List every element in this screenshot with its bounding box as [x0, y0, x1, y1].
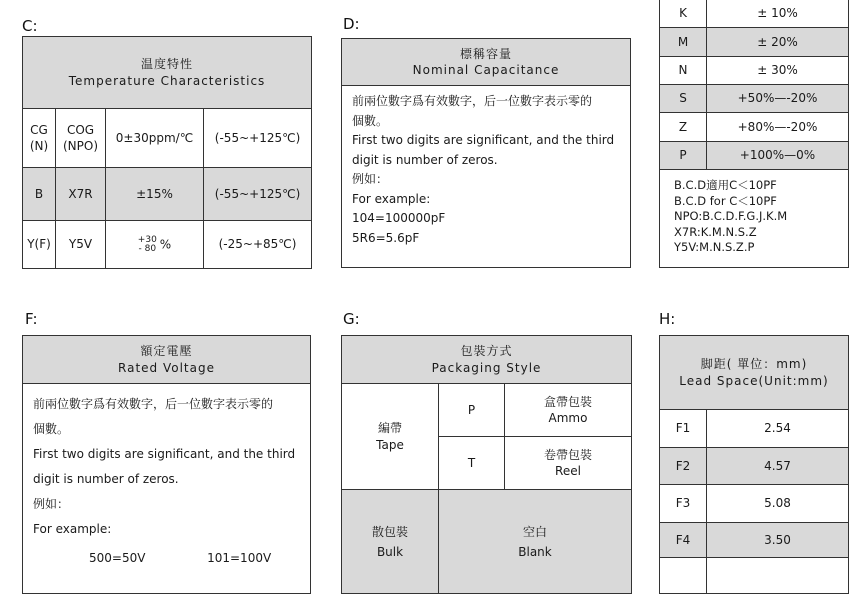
example-line: 5R6=5.6pF [352, 230, 420, 245]
value-cell: 3.50 [707, 523, 849, 558]
value-cell: +80%—-20% [707, 113, 849, 142]
code-cell: F4 [660, 523, 707, 558]
table-header [660, 336, 849, 410]
temperature-characteristics-table [22, 36, 312, 269]
range-cell: (-25~+85℃) [204, 221, 312, 269]
notes-cell [660, 170, 849, 268]
table-header [23, 37, 312, 109]
value-cell: ± 30% [707, 57, 849, 85]
code-cell [660, 558, 707, 594]
value-cell: ± 20% [707, 28, 849, 57]
description-cell [342, 86, 631, 268]
table-row [660, 523, 849, 558]
tolerance-minus: - 80 [138, 243, 157, 254]
code-cell: F1 [660, 410, 707, 448]
table-row [660, 142, 849, 170]
description-line: For example: [352, 191, 431, 206]
table-row [342, 490, 632, 594]
description-cell [23, 384, 311, 594]
tolerance-plus: +30 [137, 234, 157, 245]
value-cell [707, 558, 849, 594]
code-cell: Z [660, 113, 707, 142]
nominal-capacitance-table [341, 38, 631, 268]
description-line: 例如： [33, 497, 70, 511]
ammo-code-cell: P [439, 384, 505, 437]
dielectric-cell: COG (NPO) [56, 109, 106, 168]
table-row [660, 0, 849, 28]
header-zh: 標稱容量 [459, 46, 512, 61]
note-line: B.C.D for C＜10PF [674, 193, 777, 208]
section-label-h: H: [659, 310, 676, 328]
description-line: digit is number of zeros. [33, 472, 179, 486]
section-label-c: C: [22, 17, 38, 35]
header-en: Rated Voltage [118, 360, 215, 375]
note-line: NPO:B.C.D.F.G.J.K.M [674, 209, 788, 224]
value-cell: +50%—-20% [707, 85, 849, 113]
description-line: 前兩位數字爲有效數字，后一位數字表示零的 [352, 94, 593, 108]
table-header [23, 336, 311, 384]
table-row [23, 221, 312, 269]
header-en: Nominal Capacitance [412, 63, 560, 77]
value-cell: 2.54 [707, 410, 849, 448]
example-line: 104=100000pF [352, 211, 446, 225]
description-line: 例如： [352, 172, 389, 186]
description-line: digit is number of zeros. [352, 152, 498, 167]
table-row [660, 485, 849, 523]
value-cell: 5.08 [707, 485, 849, 523]
packaging-style-table [341, 335, 632, 594]
range-cell: (-55~+125℃) [204, 109, 312, 168]
section-label-d: D: [343, 15, 360, 33]
blank-cell: 空白 Blank [439, 490, 632, 594]
header-en: Lead Space(Unit:mm) [679, 373, 829, 388]
ammo-cell: 盒帶包裝 Ammo [505, 384, 632, 437]
code-cell: M [660, 28, 707, 57]
reel-code-cell: T [439, 437, 505, 490]
code-cell: K [660, 0, 707, 28]
example-b: 101=100V [207, 551, 272, 565]
table-row [342, 384, 632, 437]
range-cell: (-55~+125℃) [204, 168, 312, 221]
note-line: B.C.D適用C＜10PF [674, 178, 777, 192]
header-en: Temperature Characteristics [68, 73, 266, 88]
note-line: X7R:K.M.N.S.Z [674, 224, 757, 239]
coefficient-cell [106, 221, 204, 269]
dielectric-cell: Y5V [56, 221, 106, 269]
section-label-f: F: [25, 310, 38, 328]
value-cell: ± 10% [707, 0, 849, 28]
code-cell: B [23, 168, 56, 221]
note-line: Y5V:M.N.S.Z.P [674, 240, 755, 255]
description-line: First two digits are significant, and the third [33, 447, 296, 461]
table-row [660, 558, 849, 594]
tolerance-table [659, 0, 849, 268]
table-header [342, 336, 632, 384]
code-cell: CG (N) [23, 109, 56, 168]
code-cell: Y(F) [23, 221, 56, 269]
coefficient-cell: 0±30ppm/℃ [106, 109, 204, 168]
code-cell: N [660, 57, 707, 85]
description-line: For example: [33, 522, 112, 536]
dielectric-cell: X7R [56, 168, 106, 221]
table-row [23, 168, 312, 221]
reel-cell: 卷帶包裝 Reel [505, 437, 632, 490]
coefficient-cell: ±15% [106, 168, 204, 221]
description-line: 前兩位數字爲有效數字，后一位數字表示零的 [33, 397, 274, 411]
lead-space-table [659, 335, 849, 594]
description-line: 個數。 [352, 113, 389, 128]
section-label-g: G: [343, 310, 360, 328]
header-zh: 額定電壓 [140, 344, 193, 359]
example-a: 500=50V [89, 551, 146, 565]
value-cell: +100%—0% [707, 142, 849, 170]
code-cell: F2 [660, 448, 707, 485]
tape-cell: 編帶 Tape [342, 384, 439, 490]
bulk-cell: 散包裝 Bulk [342, 490, 439, 594]
description-line: First two digits are significant, and the third [352, 133, 615, 147]
tolerance-unit: % [159, 237, 172, 251]
header-zh: 包裝方式 [460, 344, 513, 359]
table-row [660, 113, 849, 142]
table-row [660, 57, 849, 85]
header-en: Packaging Style [431, 360, 542, 375]
table-row [660, 85, 849, 113]
code-cell: P [660, 142, 707, 170]
code-cell: F3 [660, 485, 707, 523]
header-zh: 脚距( 單位：mm) [700, 357, 808, 372]
example-row [33, 542, 300, 571]
table-row [660, 28, 849, 57]
header-zh: 温度特性 [141, 57, 194, 72]
table-row [23, 109, 312, 168]
table-header [342, 39, 631, 86]
value-cell: 4.57 [707, 448, 849, 485]
table-row [660, 410, 849, 448]
rated-voltage-table [22, 335, 311, 594]
description-line: 個數。 [33, 422, 70, 436]
table-row [660, 448, 849, 485]
code-cell: S [660, 85, 707, 113]
